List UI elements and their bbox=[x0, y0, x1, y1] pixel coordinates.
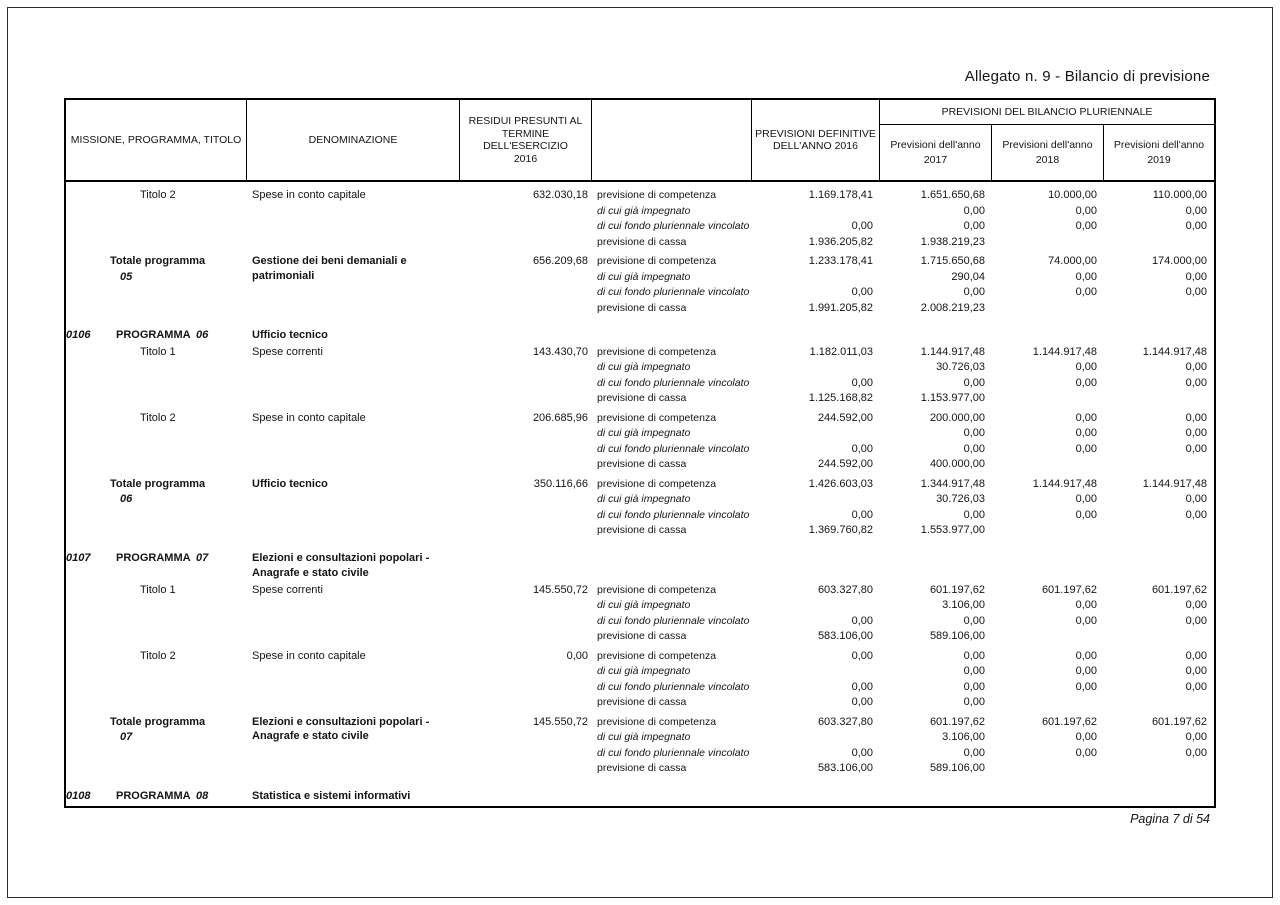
row-title-cell bbox=[66, 477, 247, 539]
program-number: 06 bbox=[196, 329, 209, 341]
value-cell: 0,00 bbox=[1075, 270, 1097, 283]
value-cell: 10.000,00 bbox=[1048, 189, 1097, 201]
budget-block bbox=[66, 254, 1214, 316]
row-label: previsione di competenza bbox=[597, 189, 717, 201]
program-code: 0108 bbox=[66, 789, 91, 802]
value-cell: 0,00 bbox=[963, 442, 985, 455]
value-cell: 601.197,62 bbox=[1041, 715, 1097, 728]
value-cell: 1.144.917,48 bbox=[1032, 345, 1097, 358]
value-cell: 0,00 bbox=[1185, 614, 1207, 627]
value-cell: 0,00 bbox=[1185, 665, 1207, 677]
values-column bbox=[880, 649, 992, 711]
value-cell bbox=[1104, 523, 1207, 539]
value-cell: 0,00 bbox=[963, 204, 985, 217]
value-cell: 603.327,80 bbox=[817, 583, 873, 596]
header-anno-2017-label: Previsioni dell'anno bbox=[890, 138, 981, 151]
row-label: di cui già impegnato bbox=[597, 427, 691, 439]
header-anno-2018-year: 2018 bbox=[1035, 154, 1060, 166]
value-cell bbox=[1104, 695, 1207, 711]
row-labels-cell bbox=[592, 188, 752, 250]
value-cell: 0,00 bbox=[1075, 746, 1097, 759]
header-definitive-line2: DELL'ANNO 2016 bbox=[773, 140, 858, 152]
row-label: previsione di cassa bbox=[597, 762, 687, 774]
value-cell: 0,00 bbox=[1185, 680, 1207, 693]
value-cell: 0,00 bbox=[1185, 427, 1207, 439]
value-cell bbox=[752, 598, 873, 614]
row-label: previsione di competenza bbox=[597, 345, 717, 358]
values-column bbox=[880, 583, 992, 645]
row-label: di cui fondo pluriennale vincolato bbox=[597, 220, 750, 232]
row-label: previsione di cassa bbox=[597, 301, 687, 314]
row-label: di cui fondo pluriennale vincolato bbox=[597, 680, 750, 693]
value-cell: 0,00 bbox=[1185, 286, 1207, 298]
values-column bbox=[992, 477, 1104, 539]
program-number: 08 bbox=[196, 789, 209, 802]
total-number: 06 bbox=[120, 493, 133, 505]
values-column bbox=[752, 477, 880, 539]
budget-block bbox=[66, 188, 1214, 250]
value-cell: 601.197,62 bbox=[1041, 583, 1097, 596]
row-title-cell: Titolo 2 bbox=[140, 411, 176, 424]
residui-cell: 145.550,72 bbox=[532, 715, 588, 728]
residui-cell: 632.030,18 bbox=[532, 189, 588, 201]
header-anno-2017-year: 2017 bbox=[923, 154, 948, 166]
value-cell: 2.008.219,23 bbox=[920, 301, 985, 314]
values-column bbox=[992, 649, 1104, 711]
values-column bbox=[752, 188, 880, 250]
value-cell: 0,00 bbox=[1075, 427, 1097, 439]
value-cell: 583.106,00 bbox=[817, 630, 873, 642]
value-cell: 0,00 bbox=[963, 286, 985, 298]
program-code: 0106 bbox=[66, 329, 91, 341]
values-column bbox=[992, 254, 1104, 316]
value-cell: 3.106,00 bbox=[942, 731, 985, 743]
value-cell: 0,00 bbox=[963, 614, 985, 627]
program-section-row bbox=[66, 328, 1214, 344]
row-label: previsione di cassa bbox=[597, 630, 687, 642]
values-column bbox=[992, 188, 1104, 250]
value-cell bbox=[992, 695, 1097, 711]
program-code-cell bbox=[66, 551, 247, 582]
value-cell: 601.197,62 bbox=[929, 583, 985, 596]
values-column bbox=[1104, 715, 1214, 777]
value-cell: 1.144.917,48 bbox=[1142, 345, 1207, 358]
denomination-cell: Spese in conto capitale bbox=[252, 189, 366, 201]
value-cell: 0,00 bbox=[963, 696, 985, 708]
value-cell: 1.344.917,48 bbox=[920, 477, 985, 490]
residui-cell: 206.685,96 bbox=[532, 411, 588, 424]
values-column bbox=[1104, 583, 1214, 645]
row-labels-cell bbox=[592, 254, 752, 316]
residui-cell: 350.116,66 bbox=[533, 477, 588, 490]
value-cell: 0,00 bbox=[1185, 220, 1207, 232]
program-section-row bbox=[66, 789, 1214, 805]
value-cell: 0,00 bbox=[1075, 220, 1097, 232]
value-cell: 0,00 bbox=[1185, 508, 1207, 521]
denomination-cell: Spese correnti bbox=[252, 345, 323, 358]
value-cell: 3.106,00 bbox=[942, 599, 985, 611]
row-label: di cui già impegnato bbox=[597, 493, 691, 505]
value-cell: 0,00 bbox=[963, 376, 985, 389]
value-cell: 0,00 bbox=[1075, 361, 1097, 373]
program-section-row bbox=[66, 551, 1214, 582]
value-cell bbox=[1104, 761, 1207, 777]
value-cell: 1.936.205,82 bbox=[808, 235, 873, 248]
row-label: previsione di competenza bbox=[597, 411, 717, 424]
denomination-cell: Spese correnti bbox=[252, 583, 323, 596]
row-labels-cell bbox=[592, 411, 752, 473]
residui-cell: 143.430,70 bbox=[532, 345, 588, 358]
values-column bbox=[992, 715, 1104, 777]
values-column bbox=[1104, 254, 1214, 316]
row-label: di cui già impegnato bbox=[597, 361, 691, 373]
header-bilancio-pluriennale: PREVISIONI DEL BILANCIO PLURIENNALE bbox=[880, 100, 1214, 125]
value-cell: 174.000,00 bbox=[1151, 255, 1207, 267]
value-cell: 1.169.178,41 bbox=[808, 189, 873, 201]
value-cell: 1.553.977,00 bbox=[920, 524, 985, 536]
budget-block bbox=[66, 715, 1214, 777]
budget-block bbox=[66, 477, 1214, 539]
header-missione-programma-titolo: MISSIONE, PROGRAMMA, TITOLO bbox=[66, 100, 247, 180]
value-cell: 0,00 bbox=[851, 680, 873, 693]
value-cell: 0,00 bbox=[1075, 376, 1097, 389]
value-cell: 0,00 bbox=[963, 680, 985, 693]
value-cell: 0,00 bbox=[1075, 649, 1097, 662]
value-cell: 1.144.917,48 bbox=[920, 345, 985, 358]
header-anno-2017 bbox=[880, 125, 992, 180]
row-title-cell: Titolo 1 bbox=[140, 583, 176, 596]
header-anno-2019 bbox=[1104, 125, 1214, 180]
values-column bbox=[1104, 477, 1214, 539]
program-denomination: Elezioni e consultazioni popolari - Anagrafe e stato civile bbox=[252, 551, 430, 579]
header-empty-cell bbox=[592, 100, 752, 180]
residui-cell: 0,00 bbox=[566, 649, 588, 662]
value-cell: 0,00 bbox=[1185, 746, 1207, 759]
row-labels-cell bbox=[592, 583, 752, 645]
value-cell bbox=[1104, 391, 1207, 407]
header-anno-2018 bbox=[992, 125, 1104, 180]
value-cell: 583.106,00 bbox=[817, 762, 873, 774]
value-cell: 0,00 bbox=[1185, 270, 1207, 283]
value-cell: 0,00 bbox=[1185, 376, 1207, 389]
value-cell: 1.651.650,68 bbox=[920, 189, 985, 201]
value-cell: 0,00 bbox=[851, 286, 873, 298]
total-number: 07 bbox=[120, 731, 133, 743]
value-cell bbox=[1104, 235, 1207, 251]
row-labels-cell bbox=[592, 345, 752, 407]
value-cell bbox=[992, 391, 1097, 407]
table-body bbox=[66, 182, 1214, 806]
value-cell: 0,00 bbox=[1075, 665, 1097, 677]
values-column bbox=[1104, 345, 1214, 407]
budget-block bbox=[66, 649, 1214, 711]
value-cell bbox=[752, 270, 873, 286]
value-cell: 0,00 bbox=[1185, 411, 1207, 424]
value-cell: 244.592,00 bbox=[817, 411, 873, 424]
header-previsioni-definitive bbox=[752, 100, 880, 180]
value-cell: 30.726,03 bbox=[936, 361, 985, 373]
row-labels-cell bbox=[592, 649, 752, 711]
value-cell: 0,00 bbox=[851, 746, 873, 759]
table-header bbox=[66, 100, 1214, 182]
value-cell: 1.153.977,00 bbox=[920, 392, 985, 404]
row-title-cell bbox=[66, 254, 247, 316]
value-cell: 0,00 bbox=[1075, 508, 1097, 521]
denomination-cell: Ufficio tecnico bbox=[252, 477, 328, 490]
values-column bbox=[1104, 649, 1214, 711]
row-label: previsione di cassa bbox=[597, 696, 687, 708]
value-cell: 244.592,00 bbox=[817, 458, 873, 470]
row-title-cell bbox=[66, 715, 247, 777]
value-cell bbox=[752, 492, 873, 508]
value-cell: 1.938.219,23 bbox=[920, 235, 985, 248]
values-column bbox=[880, 411, 992, 473]
total-label: Totale programma bbox=[110, 255, 206, 267]
value-cell: 74.000,00 bbox=[1048, 255, 1097, 267]
row-label: previsione di competenza bbox=[597, 649, 717, 662]
value-cell: 0,00 bbox=[1075, 680, 1097, 693]
value-cell: 1.369.760,82 bbox=[808, 524, 873, 536]
program-label: PROGRAMMA bbox=[116, 329, 191, 341]
value-cell: 1.426.603,03 bbox=[808, 477, 873, 490]
value-cell bbox=[752, 664, 873, 680]
row-label: di cui fondo pluriennale vincolato bbox=[597, 508, 750, 521]
value-cell: 0,00 bbox=[1075, 614, 1097, 627]
row-title-cell: Titolo 1 bbox=[140, 345, 176, 358]
budget-table bbox=[64, 98, 1216, 808]
row-label: di cui fondo pluriennale vincolato bbox=[597, 442, 750, 455]
value-cell: 0,00 bbox=[1075, 411, 1097, 424]
value-cell: 0,00 bbox=[963, 508, 985, 521]
value-cell: 0,00 bbox=[851, 220, 873, 232]
row-label: previsione di cassa bbox=[597, 458, 687, 470]
values-column bbox=[880, 188, 992, 250]
value-cell: 1.125.168,82 bbox=[808, 392, 873, 404]
value-cell bbox=[752, 204, 873, 220]
header-anno-2019-year: 2019 bbox=[1147, 154, 1171, 166]
budget-block bbox=[66, 583, 1214, 645]
values-column bbox=[880, 254, 992, 316]
row-label: previsione di cassa bbox=[597, 392, 687, 404]
header-definitive-line1: PREVISIONI DEFINITIVE bbox=[755, 127, 876, 140]
value-cell bbox=[752, 360, 873, 376]
values-column bbox=[992, 583, 1104, 645]
value-cell: 0,00 bbox=[1185, 599, 1207, 611]
values-column bbox=[752, 583, 880, 645]
value-cell bbox=[752, 730, 873, 746]
values-column bbox=[752, 254, 880, 316]
header-residui-line3: 2016 bbox=[513, 152, 538, 165]
value-cell: 1.715.650,68 bbox=[920, 255, 985, 267]
value-cell: 0,00 bbox=[1185, 204, 1207, 217]
row-title-cell: Titolo 2 bbox=[140, 189, 176, 201]
value-cell: 0,00 bbox=[851, 442, 873, 455]
values-column bbox=[752, 345, 880, 407]
value-cell bbox=[1104, 629, 1207, 645]
denomination-cell: Gestione dei beni demaniali e patrimoniali bbox=[252, 255, 407, 282]
value-cell bbox=[1104, 457, 1207, 473]
program-label: PROGRAMMA bbox=[116, 551, 191, 564]
value-cell: 589.106,00 bbox=[929, 762, 985, 774]
value-cell: 0,00 bbox=[1185, 493, 1207, 505]
row-label: di cui già impegnato bbox=[597, 599, 691, 611]
value-cell: 0,00 bbox=[1075, 286, 1097, 298]
denomination-cell: Spese in conto capitale bbox=[252, 649, 366, 662]
total-number: 05 bbox=[120, 270, 133, 283]
program-code: 0107 bbox=[66, 551, 91, 564]
value-cell bbox=[752, 426, 873, 442]
header-residui-line1: RESIDUI PRESUNTI AL bbox=[468, 115, 583, 127]
value-cell: 0,00 bbox=[851, 614, 873, 627]
value-cell: 601.197,62 bbox=[929, 715, 985, 728]
residui-cell: 145.550,72 bbox=[532, 583, 588, 596]
value-cell: 0,00 bbox=[1185, 649, 1207, 662]
value-cell bbox=[992, 523, 1097, 539]
values-column bbox=[752, 411, 880, 473]
total-label: Totale programma bbox=[110, 477, 206, 490]
page-number: Pagina 7 di 54 bbox=[1130, 812, 1210, 826]
row-labels-cell bbox=[592, 715, 752, 777]
value-cell: 200.000,00 bbox=[929, 411, 985, 424]
row-label: di cui fondo pluriennale vincolato bbox=[597, 614, 750, 627]
value-cell: 1.144.917,48 bbox=[1032, 477, 1097, 490]
values-column bbox=[880, 715, 992, 777]
total-label: Totale programma bbox=[110, 715, 206, 728]
program-code-cell bbox=[66, 789, 247, 805]
budget-block bbox=[66, 345, 1214, 407]
values-column bbox=[880, 345, 992, 407]
header-anno-2019-label: Previsioni dell'anno bbox=[1113, 138, 1205, 151]
value-cell: 0,00 bbox=[851, 696, 873, 708]
value-cell bbox=[992, 457, 1097, 473]
value-cell: 30.726,03 bbox=[936, 493, 985, 505]
header-anno-2018-label: Previsioni dell'anno bbox=[1002, 138, 1093, 151]
header-residui-line2: TERMINE DELL'ESERCIZIO bbox=[483, 127, 568, 152]
program-code-cell bbox=[66, 328, 247, 344]
value-cell bbox=[992, 235, 1097, 251]
values-column bbox=[752, 715, 880, 777]
value-cell: 0,00 bbox=[963, 220, 985, 232]
value-cell: 0,00 bbox=[1185, 731, 1207, 743]
value-cell: 1.144.917,48 bbox=[1142, 477, 1207, 490]
value-cell: 0,00 bbox=[1075, 599, 1097, 611]
values-column bbox=[880, 477, 992, 539]
value-cell: 0,00 bbox=[1075, 442, 1097, 455]
row-title-cell: Titolo 2 bbox=[140, 649, 176, 662]
program-denomination: Ufficio tecnico bbox=[252, 329, 328, 341]
values-column bbox=[992, 345, 1104, 407]
program-number: 07 bbox=[196, 551, 209, 564]
program-label: PROGRAMMA bbox=[116, 789, 191, 802]
value-cell: 290,04 bbox=[951, 270, 985, 283]
value-cell bbox=[1104, 301, 1207, 317]
value-cell: 0,00 bbox=[1185, 361, 1207, 373]
denomination-cell: Spese in conto capitale bbox=[252, 411, 366, 424]
value-cell: 0,00 bbox=[851, 376, 873, 389]
value-cell: 0,00 bbox=[851, 508, 873, 521]
values-column bbox=[1104, 188, 1214, 250]
value-cell: 601.197,62 bbox=[1151, 715, 1207, 728]
row-label: previsione di competenza bbox=[597, 255, 717, 267]
value-cell: 0,00 bbox=[963, 746, 985, 759]
row-label: di cui già impegnato bbox=[597, 665, 691, 677]
values-column bbox=[992, 411, 1104, 473]
value-cell: 0,00 bbox=[1075, 731, 1097, 743]
page-title: Allegato n. 9 - Bilancio di previsione bbox=[964, 68, 1210, 85]
value-cell: 1.991.205,82 bbox=[808, 301, 873, 314]
value-cell: 0,00 bbox=[1075, 204, 1097, 217]
row-label: di cui già impegnato bbox=[597, 270, 691, 283]
budget-block bbox=[66, 411, 1214, 473]
value-cell: 110.000,00 bbox=[1152, 189, 1207, 201]
row-label: previsione di competenza bbox=[597, 715, 717, 728]
header-residui-presunti bbox=[460, 100, 592, 180]
row-label: di cui fondo pluriennale vincolato bbox=[597, 376, 750, 389]
value-cell: 1.182.011,03 bbox=[809, 345, 873, 358]
row-labels-cell bbox=[592, 477, 752, 539]
value-cell bbox=[992, 761, 1097, 777]
denomination-cell: Elezioni e consultazioni popolari - Anagrafe e stato civile bbox=[252, 715, 430, 743]
value-cell: 1.233.178,41 bbox=[808, 255, 873, 267]
row-label: di cui già impegnato bbox=[597, 731, 691, 743]
row-label: di cui fondo pluriennale vincolato bbox=[597, 746, 750, 759]
value-cell bbox=[992, 629, 1097, 645]
value-cell: 400.000,00 bbox=[929, 458, 985, 470]
value-cell: 0,00 bbox=[851, 649, 873, 662]
row-label: previsione di cassa bbox=[597, 524, 687, 536]
value-cell: 603.327,80 bbox=[817, 715, 873, 728]
values-column bbox=[1104, 411, 1214, 473]
value-cell bbox=[992, 301, 1097, 317]
value-cell: 601.197,62 bbox=[1151, 583, 1207, 596]
row-label: di cui già impegnato bbox=[597, 204, 691, 217]
value-cell: 0,00 bbox=[963, 665, 985, 677]
value-cell: 0,00 bbox=[1185, 442, 1207, 455]
row-label: previsione di competenza bbox=[597, 583, 717, 596]
row-label: previsione di cassa bbox=[597, 235, 687, 248]
row-label: di cui fondo pluriennale vincolato bbox=[597, 286, 750, 298]
values-column bbox=[752, 649, 880, 711]
row-label: previsione di competenza bbox=[597, 477, 717, 490]
value-cell: 0,00 bbox=[963, 427, 985, 439]
header-denominazione: DENOMINAZIONE bbox=[247, 100, 460, 180]
value-cell: 589.106,00 bbox=[929, 630, 985, 642]
value-cell: 0,00 bbox=[963, 649, 985, 662]
residui-cell: 656.209,68 bbox=[532, 255, 588, 267]
program-denomination: Statistica e sistemi informativi bbox=[252, 789, 411, 802]
value-cell: 0,00 bbox=[1075, 493, 1097, 505]
